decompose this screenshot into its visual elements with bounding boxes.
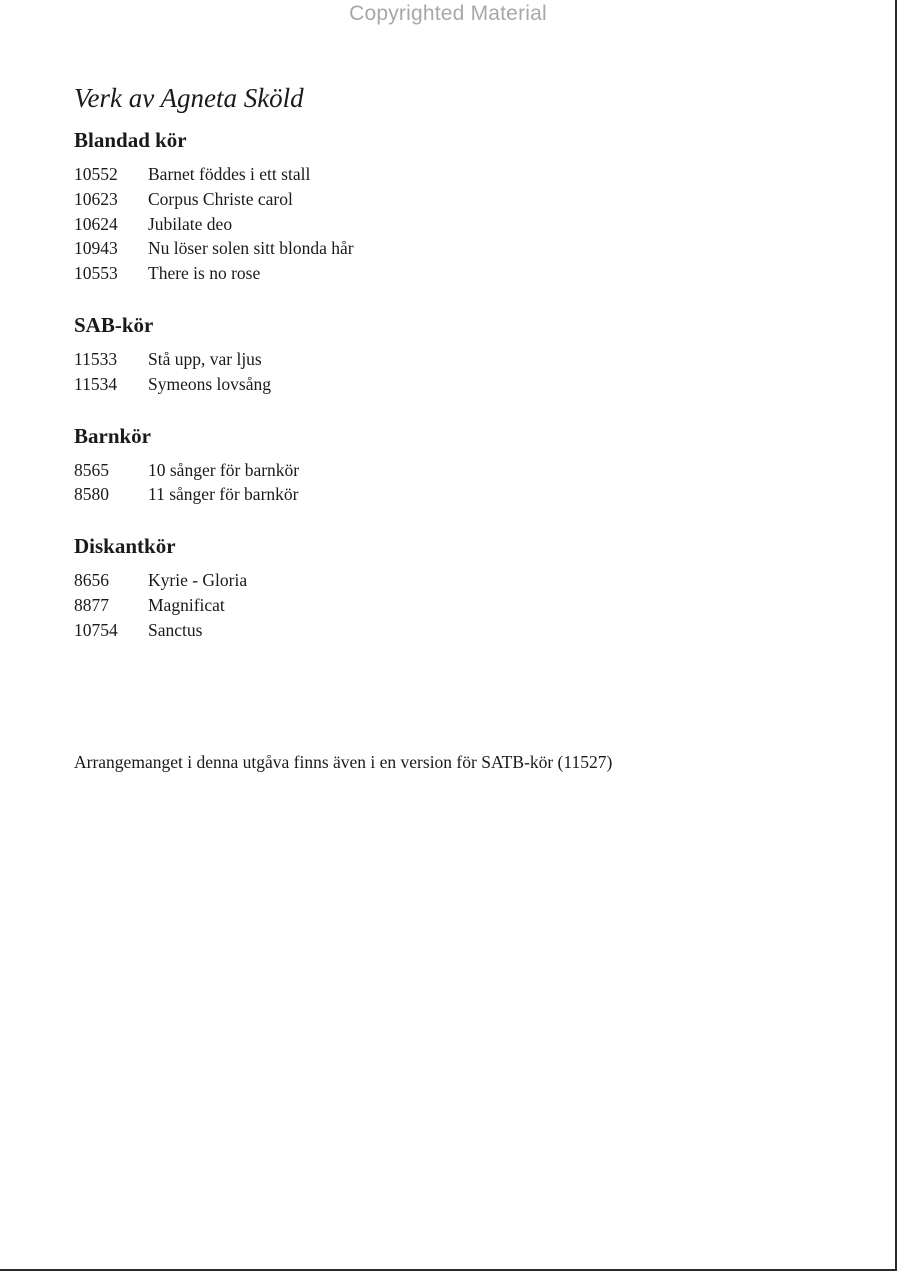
work-title: Barnet föddes i ett stall xyxy=(148,164,311,184)
list-item xyxy=(74,458,854,483)
catalog-number: 10552 xyxy=(74,164,118,184)
works-list xyxy=(74,82,854,669)
list-item xyxy=(74,261,854,286)
work-title: 10 sånger för barnkör xyxy=(148,459,300,480)
work-title: Corpus Christe carol xyxy=(148,188,293,209)
work-title: Jubilate deo xyxy=(148,213,233,234)
catalog-number: 11534 xyxy=(74,373,118,394)
list-item xyxy=(74,618,854,643)
section-sab-kor xyxy=(74,312,854,397)
copyright-watermark: Copyrighted Material xyxy=(349,2,547,25)
list-item xyxy=(74,162,854,187)
work-title: 11 sånger för barnkör xyxy=(148,484,299,505)
catalog-number: 8656 xyxy=(74,570,109,591)
catalog-number: 10553 xyxy=(74,263,118,284)
section-heading: SAB-kör xyxy=(74,312,154,337)
catalog-number: 8580 xyxy=(74,484,109,505)
section-heading: Blandad kör xyxy=(74,128,187,152)
work-title: Sanctus xyxy=(148,619,203,640)
catalog-number: 10943 xyxy=(74,238,118,259)
list-item xyxy=(74,187,854,212)
list-item xyxy=(74,593,854,618)
work-title: Kyrie - Gloria xyxy=(148,570,248,591)
list-item xyxy=(74,482,854,507)
work-title: Nu löser solen sitt blonda hår xyxy=(148,238,354,259)
section-heading: Barnkör xyxy=(74,423,152,448)
page-title: Verk av Agneta Sköld xyxy=(74,83,304,113)
section-heading: Diskantkör xyxy=(74,534,176,559)
list-item xyxy=(74,236,854,261)
list-item xyxy=(74,212,854,237)
work-title: Magnificat xyxy=(148,594,225,615)
list-item xyxy=(74,372,854,397)
catalog-number: 11533 xyxy=(74,348,118,369)
list-item xyxy=(74,347,854,372)
catalog-number: 10623 xyxy=(74,188,118,209)
section-diskantkor xyxy=(74,533,854,642)
work-title: There is no rose xyxy=(148,263,261,284)
work-title: Stå upp, var ljus xyxy=(148,348,262,369)
list-item xyxy=(74,568,854,593)
edition-footnote: Arrangemanget i denna utgåva finns även i en version för SATB-kör (11527) xyxy=(74,752,613,772)
catalog-number: 8877 xyxy=(74,594,109,615)
catalog-number: 10754 xyxy=(74,619,118,640)
section-barnkor xyxy=(74,423,854,508)
catalog-number: 8565 xyxy=(74,459,109,480)
section-blandad-kor xyxy=(74,127,854,286)
catalog-number: 10624 xyxy=(74,213,118,234)
work-title: Symeons lovsång xyxy=(148,373,271,394)
